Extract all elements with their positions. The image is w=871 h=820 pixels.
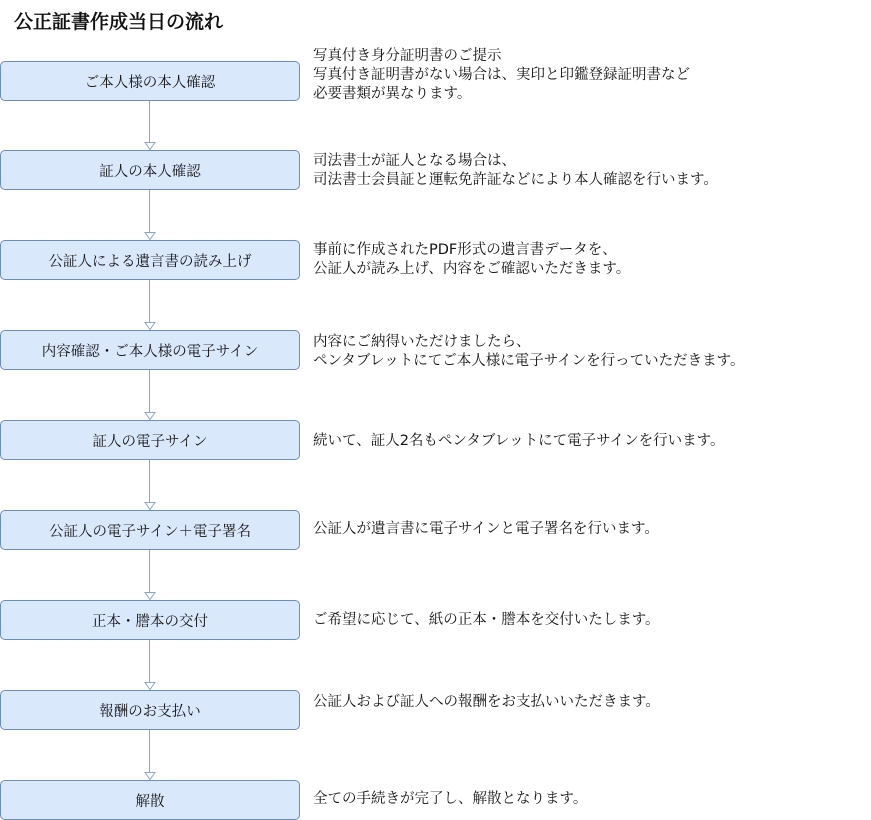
flow-connector bbox=[144, 640, 156, 690]
step-description bbox=[313, 241, 868, 279]
arrow-down-icon bbox=[144, 232, 156, 240]
step-description-line: ご希望に応じて、紙の正本・謄本を交付いたします。 bbox=[313, 612, 660, 628]
flow-step bbox=[0, 690, 300, 730]
step-description-line: 公証人が遺言書に電子サインと電子署名を行います。 bbox=[313, 521, 659, 537]
arrow-down-icon bbox=[144, 592, 156, 600]
step-description-line: 司法書士が証人となる場合は、 bbox=[313, 153, 516, 169]
flow-connector bbox=[144, 101, 156, 150]
flow-connector bbox=[144, 460, 156, 510]
connector-line bbox=[149, 101, 150, 142]
arrow-down-icon bbox=[144, 682, 156, 690]
flow-connector bbox=[144, 730, 156, 780]
step-description bbox=[313, 47, 868, 104]
step-box[interactable]: 解散 bbox=[0, 780, 300, 820]
step-description-line: 事前に作成されたPDF形式の遺言書データを、 bbox=[313, 242, 617, 258]
step-description bbox=[313, 432, 868, 451]
step-box[interactable]: 内容確認・ご本人様の電子サイン bbox=[0, 330, 300, 370]
connector-line bbox=[149, 370, 150, 412]
step-description bbox=[313, 520, 868, 539]
connector-line bbox=[149, 280, 150, 322]
step-description bbox=[313, 693, 868, 712]
step-description-line: 内容にご納得いただけましたら、 bbox=[313, 334, 531, 350]
flow-connector bbox=[144, 370, 156, 420]
flow-step bbox=[0, 780, 300, 820]
flow-step bbox=[0, 420, 300, 460]
connector-line bbox=[149, 190, 150, 232]
flow-step bbox=[0, 600, 300, 640]
step-box[interactable]: 正本・謄本の交付 bbox=[0, 600, 300, 640]
arrow-down-icon bbox=[144, 412, 156, 420]
step-box[interactable]: 報酬のお支払い bbox=[0, 690, 300, 730]
step-description bbox=[313, 790, 868, 809]
step-description bbox=[313, 333, 868, 371]
flow-step bbox=[0, 150, 300, 190]
flow-connector bbox=[144, 550, 156, 600]
connector-line bbox=[149, 460, 150, 502]
connector-line bbox=[149, 730, 150, 772]
arrow-down-icon bbox=[144, 502, 156, 510]
page-title: 公正証書作成当日の流れ bbox=[14, 11, 224, 33]
step-description bbox=[313, 152, 868, 190]
flow-step bbox=[0, 240, 300, 280]
connector-line bbox=[149, 640, 150, 682]
step-box[interactable]: 証人の電子サイン bbox=[0, 420, 300, 460]
arrow-down-icon bbox=[144, 322, 156, 330]
step-description-line: 司法書士会員証と運転免許証などにより本人確認を行います。 bbox=[313, 172, 718, 188]
step-description-line: 公証人が読み上げ、内容をご確認いただきます。 bbox=[313, 261, 631, 277]
step-box[interactable]: 証人の本人確認 bbox=[0, 150, 300, 190]
step-description-line: 必要書類が異なります。 bbox=[313, 86, 472, 102]
step-description-line: 写真付き証明書がない場合は、実印と印鑑登録証明書など bbox=[313, 67, 690, 83]
step-box[interactable]: 公証人の電子サイン＋電子署名 bbox=[0, 510, 300, 550]
arrow-down-icon bbox=[144, 142, 156, 150]
step-description-line: 続いて、証人2名もペンタブレットにて電子サインを行います。 bbox=[313, 433, 725, 449]
flow-connector bbox=[144, 280, 156, 330]
flow-step bbox=[0, 61, 300, 101]
step-box[interactable]: 公証人による遺言書の読み上げ bbox=[0, 240, 300, 280]
step-description-line: ペンタブレットにてご本人様に電子サインを行っていただきます。 bbox=[313, 353, 745, 369]
flow-connector bbox=[144, 190, 156, 240]
step-description-line: 公証人および証人への報酬をお支払いいただきます。 bbox=[313, 694, 660, 710]
step-description-line: 写真付き身分証明書のご提示 bbox=[313, 48, 502, 64]
flow-step bbox=[0, 330, 300, 370]
step-description-line: 全ての手続きが完了し、解散となります。 bbox=[313, 791, 588, 807]
step-description bbox=[313, 611, 868, 630]
step-box[interactable]: ご本人様の本人確認 bbox=[0, 61, 300, 101]
arrow-down-icon bbox=[144, 772, 156, 780]
flow-step bbox=[0, 510, 300, 550]
connector-line bbox=[149, 550, 150, 592]
